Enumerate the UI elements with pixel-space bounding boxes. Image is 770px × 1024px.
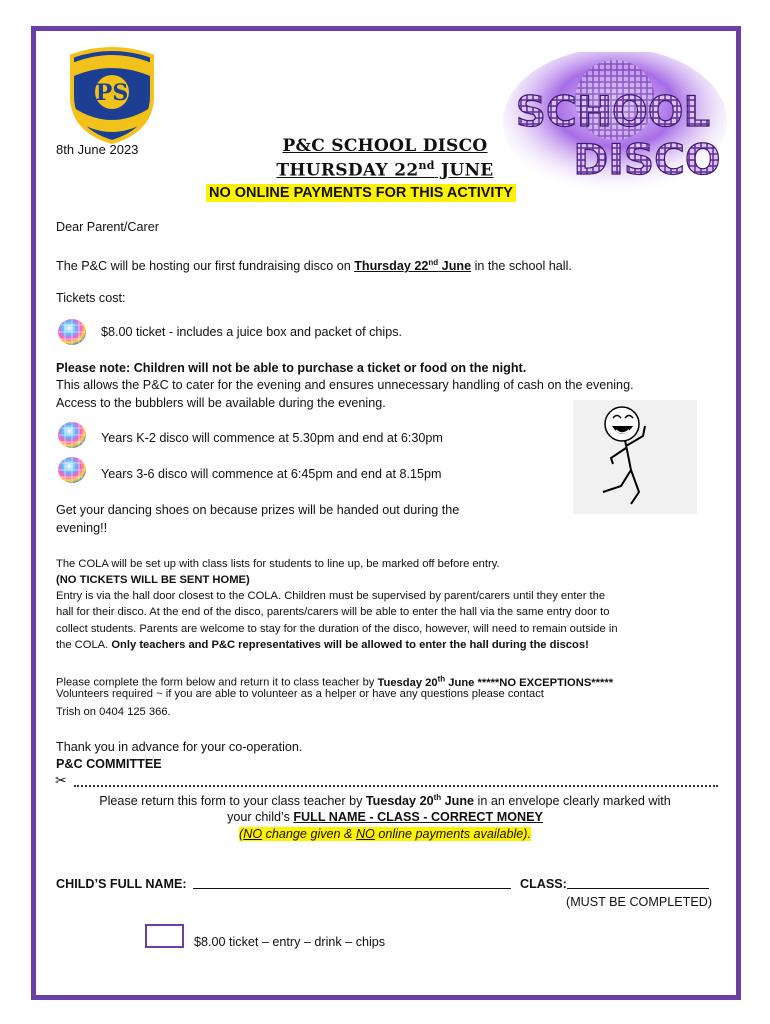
disco-ball-icon [57, 421, 87, 449]
no-tickets-sent-home: (NO TICKETS WILL BE SENT HOME) [56, 574, 250, 586]
letter-date: 8th June 2023 [56, 142, 139, 157]
must-be-completed-note: (MUST BE COMPLETED) [566, 895, 713, 909]
note-line-3: Access to the bubblers will be available during the evening. [56, 396, 386, 410]
dancing-stick-figure-image [573, 400, 697, 514]
child-name-field[interactable] [193, 888, 511, 889]
cola-line-4: hall for their disco. At the end of the disco, parents/carers will be able to enter the hall via the same entry door to [56, 606, 610, 618]
return-instruction-line-3: (NO change given & NO online payments available). [239, 827, 531, 841]
school-disco-logo [497, 52, 729, 208]
disco-logo-line1: SCHOOL [515, 87, 711, 136]
dancing-line-2: evening!! [56, 521, 108, 535]
cola-line-3: Entry is via the hall door closest to the COLA. Children must be supervised by parent/carers until they enter the [56, 590, 606, 602]
cut-line [74, 785, 718, 787]
disco-ball-icon [57, 318, 87, 346]
intro-paragraph: The P&C will be hosting our first fundraising disco on Thursday 22nd June in the school hall. [56, 258, 572, 274]
complete-form-line: Please complete the form below and return it to class teacher by Tuesday 20th June *****NO EXCEPTIONS***** [56, 674, 614, 689]
contact-line: Trish on 0404 125 366. [56, 706, 171, 718]
greeting: Dear Parent/Carer [56, 220, 159, 234]
cola-line-6: the COLA. Only teachers and P&C representatives will be allowed to enter the hall during the discos! [56, 639, 589, 651]
event-date-title: THURSDAY 22nd JUNE [276, 159, 494, 181]
page-title: P&C SCHOOL DISCO [282, 136, 488, 156]
years-k2-item: Years K-2 disco will commence at 5.30pm and end at 6:30pm [101, 431, 443, 445]
school-crest-logo [66, 46, 158, 144]
ticket-price-item: $8.00 ticket - includes a juice box and packet of chips. [101, 325, 403, 339]
volunteers-line: Volunteers required ~ if you are able to volunteer as a helper or have any questions please contact [56, 688, 544, 700]
cola-line-1: The COLA will be set up with class lists for students to line up, be marked off before entry. [56, 558, 500, 570]
note-line-2: This allows the P&C to cater for the evening and ensures unnecessary handling of cash on the evening. [56, 378, 634, 392]
class-field[interactable] [567, 888, 709, 889]
scissors-icon: ✂ [55, 772, 67, 788]
return-instruction-line-1: Please return this form to your class teacher by Tuesday 20th June in an envelope clearly marked with [99, 793, 671, 809]
cola-line-5: collect students. Parents are welcome to stay for the duration of the disco, however, will need to remain outside in [56, 623, 618, 635]
disco-ball-icon [57, 456, 87, 484]
return-instruction-line-2: your child’s FULL NAME - CLASS - CORRECT MONEY [227, 810, 543, 824]
dancing-line-1: Get your dancing shoes on because prizes will be handed out during the [56, 503, 460, 517]
committee-signoff: P&C COMMITTEE [56, 757, 162, 771]
ticket-option-label: $8.00 ticket – entry – drink – chips [194, 935, 386, 949]
thanks-line: Thank you in advance for your co-operation. [56, 740, 303, 754]
class-label: CLASS: [520, 877, 567, 891]
tickets-cost-label: Tickets cost: [56, 291, 126, 305]
no-online-payments-banner: NO ONLINE PAYMENTS FOR THIS ACTIVITY [206, 184, 516, 202]
crest-initials: PS [95, 80, 129, 106]
child-name-label: CHILD’S FULL NAME: [56, 877, 187, 891]
years-36-item: Years 3-6 disco will commence at 6:45pm and end at 8.15pm [101, 467, 442, 481]
ticket-checkbox[interactable] [145, 924, 184, 948]
disco-logo-line2: DISCO [573, 135, 721, 184]
please-note: Please note: Children will not be able to purchase a ticket or food on the night. [56, 361, 527, 375]
